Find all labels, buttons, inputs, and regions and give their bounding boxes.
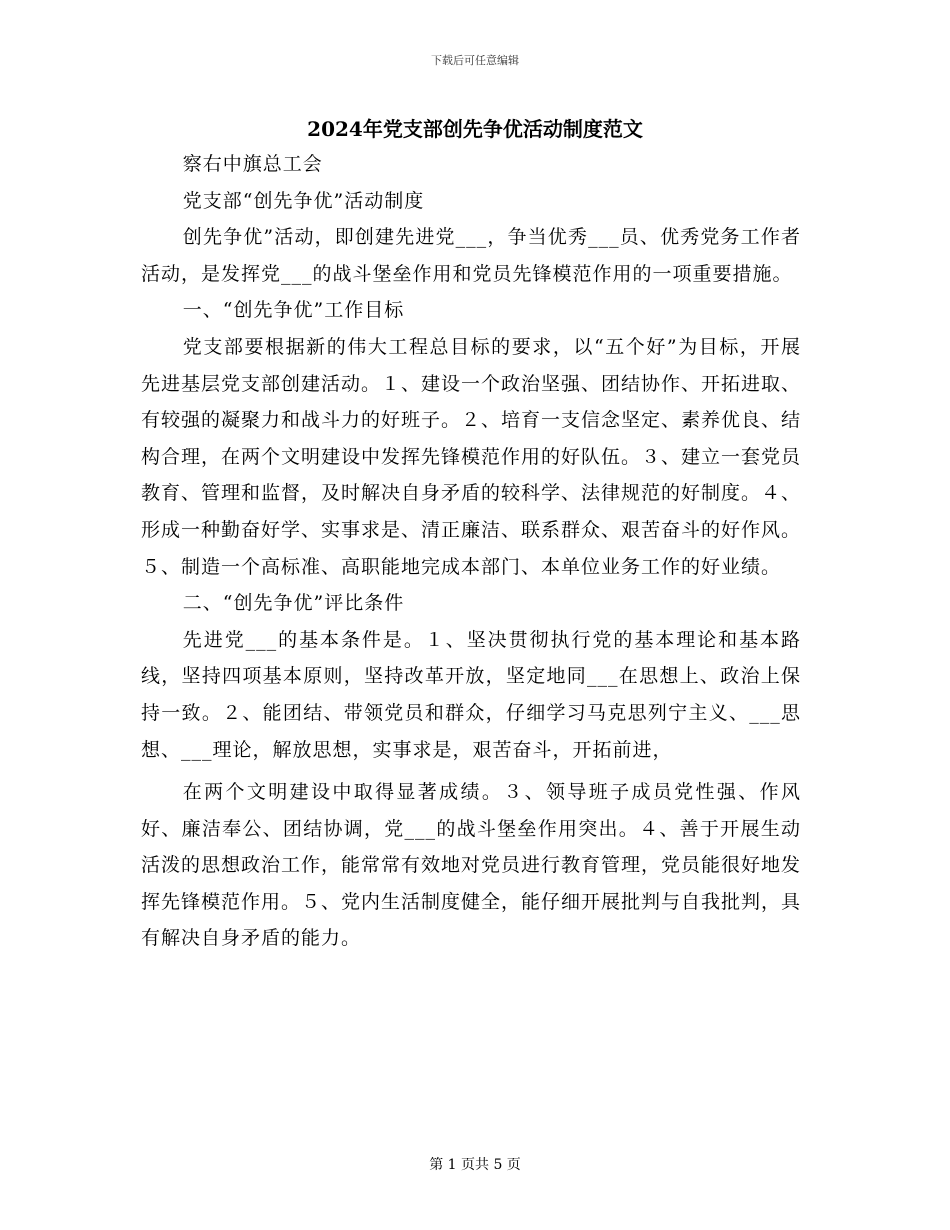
paragraph-criteria: 先进党___的基本条件是。１、坚决贯彻执行党的基本理论和基本路线，坚持四项基本原则，坚持改革开放，坚定地同___在思想上、政治上保持一致。２、能团结、带领党员和群众，仔细学习马克思列宁主义、___思想、___理论，解放思想，实事求是，艰苦奋斗，开拓前进，	[141, 628, 801, 761]
document-body	[141, 146, 801, 957]
paragraph-subtitle: 党支部“创先争优”活动制度	[182, 189, 425, 212]
section-heading-criteria: 二、“创先争优”评比条件	[182, 592, 405, 615]
paragraph-goals: 党支部要根据新的伟大工程总目标的要求，以“五个好”为目标，开展先进基层党支部创建活动。１、建设一个政治坚强、团结协作、开拓进取、有较强的凝聚力和战斗力的好班子。２、培育一支信念坚定、素养优良、结构合理，在两个文明建设中发挥先锋模范作用的好队伍。３、建立一套党员教育、管理和监督，及时解决自身矛盾的较科学、法律规范的好制度。４、形成一种勤奋好学、实事求是、清正廉洁、联系群众、艰苦奋斗的好作风。５、制造一个高标准、高职能地完成本部门、本单位业务工作的好业绩。	[141, 335, 802, 578]
header-note: 下载后可任意编辑	[431, 54, 519, 67]
paragraph-intro: 创先争优”活动，即创建先进党___，争当优秀___员、优秀党务工作者活动，是发挥党___的战斗堡垒作用和党员先锋模范作用的一项重要措施。	[141, 226, 801, 285]
paragraph-criteria-continued: 在两个文明建设中取得显著成绩。３、领导班子成员党性强、作风好、廉洁奉公、团结协调，党___的战斗堡垒作用突出。４、善于开展生动活泼的思想政治工作，能常常有效地对党员进行教育管理，党员能很好地发挥先锋模范作用。５、党内生活制度健全，能仔细开展批判与自我批判，具有解决自身矛盾的能力。	[141, 781, 802, 950]
page-footer: 第 1 页共 5 页	[429, 1157, 521, 1173]
section-heading-goals: 一、“创先争优”工作目标	[182, 299, 405, 322]
document-title: 2024年党支部创先争优活动制度范文	[307, 117, 643, 141]
paragraph-organization: 察右中旗总工会	[182, 153, 323, 175]
